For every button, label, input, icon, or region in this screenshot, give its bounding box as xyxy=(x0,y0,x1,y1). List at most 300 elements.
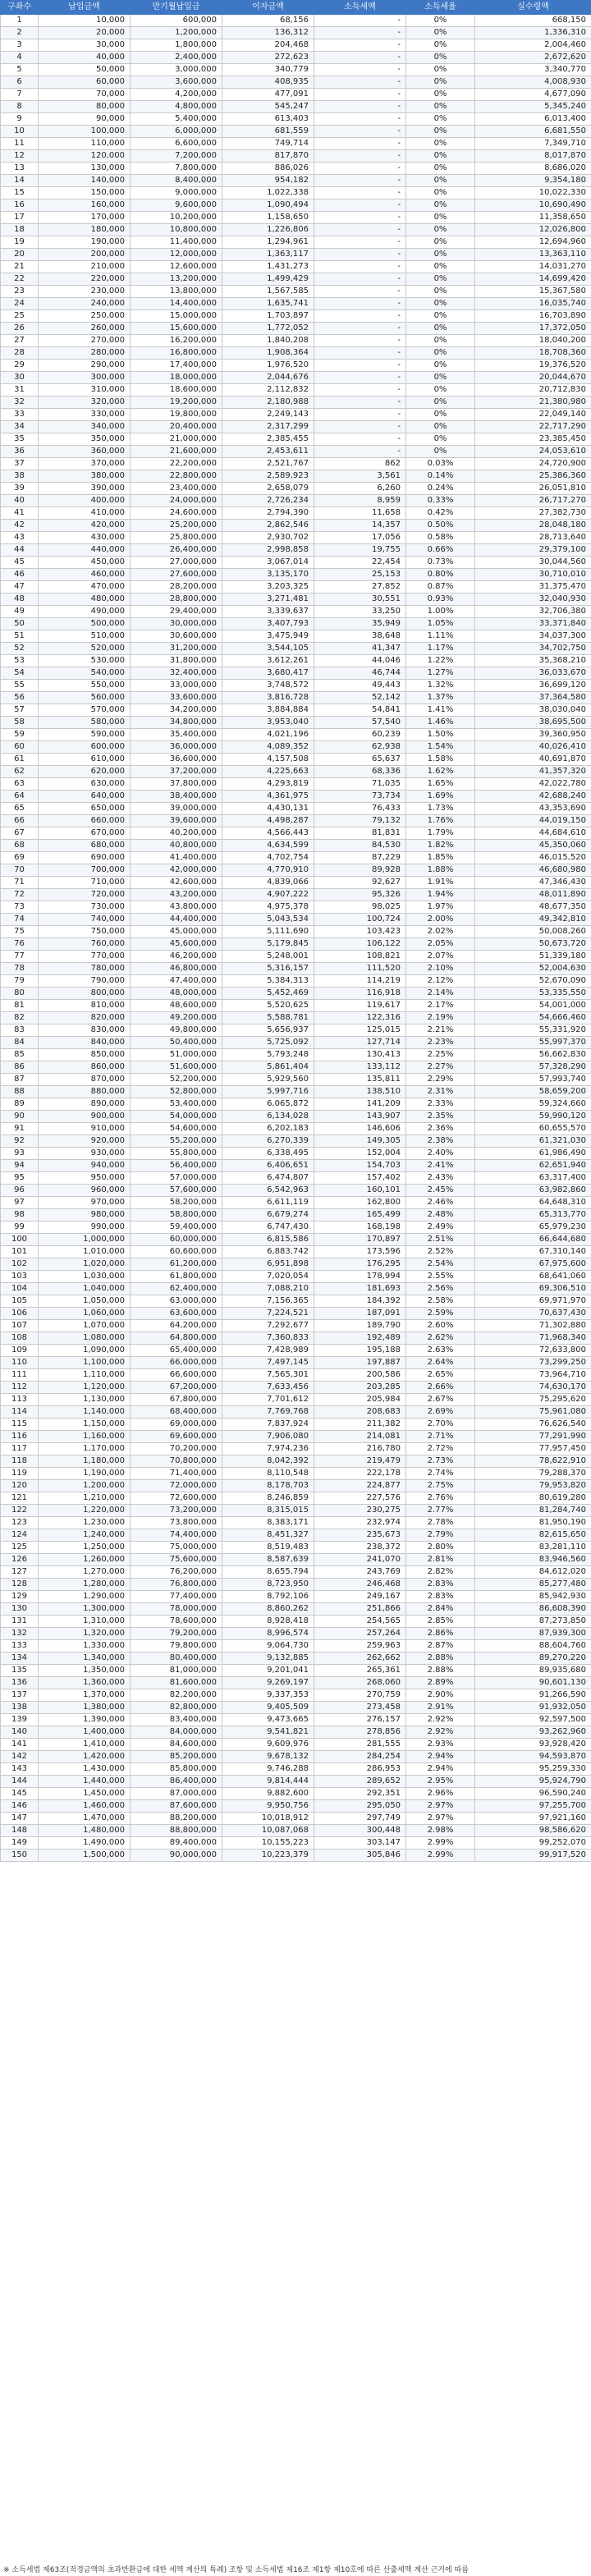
cell-maturity-principal: 70,800,000 xyxy=(131,1455,222,1468)
cell-deposit: 780,000 xyxy=(39,963,131,975)
cell-interest: 9,950,756 xyxy=(222,1800,314,1813)
cell-net-amount: 18,708,360 xyxy=(475,347,591,360)
table-row xyxy=(1,409,591,421)
cell-income-tax: 232,974 xyxy=(314,1517,406,1529)
table-row xyxy=(1,39,591,52)
cell-maturity-principal: 6,600,000 xyxy=(131,138,222,150)
cell-income-tax: 49,443 xyxy=(314,680,406,692)
cell-accounts: 115 xyxy=(1,1419,39,1431)
table-row xyxy=(1,396,591,409)
table-row xyxy=(1,298,591,310)
cell-income-tax: 219,479 xyxy=(314,1455,406,1468)
cell-tax-rate: 2.88% xyxy=(406,1665,475,1677)
cell-net-amount: 62,651,940 xyxy=(475,1160,591,1172)
cell-interest: 6,270,339 xyxy=(222,1135,314,1148)
cell-income-tax: 22,454 xyxy=(314,557,406,569)
cell-income-tax: 46,744 xyxy=(314,667,406,680)
cell-maturity-principal: 43,800,000 xyxy=(131,901,222,914)
cell-interest: 9,541,821 xyxy=(222,1726,314,1739)
cell-maturity-principal: 73,800,000 xyxy=(131,1517,222,1529)
cell-income-tax: 181,693 xyxy=(314,1283,406,1295)
cell-tax-rate: 1.97% xyxy=(406,901,475,914)
cell-interest: 5,588,781 xyxy=(222,1012,314,1024)
cell-maturity-principal: 56,400,000 xyxy=(131,1160,222,1172)
cell-income-tax: - xyxy=(314,298,406,310)
cell-maturity-principal: 31,200,000 xyxy=(131,643,222,655)
cell-interest: 1,840,208 xyxy=(222,335,314,347)
cell-deposit: 1,370,000 xyxy=(39,1689,131,1702)
cell-interest: 7,701,612 xyxy=(222,1394,314,1406)
cell-accounts: 99 xyxy=(1,1222,39,1234)
cell-accounts: 87 xyxy=(1,1074,39,1086)
cell-accounts: 116 xyxy=(1,1431,39,1443)
cell-net-amount: 99,252,070 xyxy=(475,1837,591,1849)
cell-accounts: 66 xyxy=(1,815,39,827)
cell-accounts: 80 xyxy=(1,988,39,1000)
table-row xyxy=(1,840,591,852)
cell-tax-rate: 0% xyxy=(406,298,475,310)
cell-interest: 2,998,858 xyxy=(222,544,314,557)
cell-maturity-principal: 82,200,000 xyxy=(131,1689,222,1702)
table-row xyxy=(1,692,591,704)
table-row xyxy=(1,1308,591,1320)
cell-deposit: 390,000 xyxy=(39,483,131,495)
cell-net-amount: 79,288,370 xyxy=(475,1468,591,1480)
cell-deposit: 940,000 xyxy=(39,1160,131,1172)
cell-deposit: 1,280,000 xyxy=(39,1579,131,1591)
cell-deposit: 1,070,000 xyxy=(39,1320,131,1332)
cell-deposit: 510,000 xyxy=(39,630,131,643)
cell-tax-rate: 0.87% xyxy=(406,581,475,594)
cell-deposit: 1,470,000 xyxy=(39,1813,131,1825)
cell-deposit: 1,460,000 xyxy=(39,1800,131,1813)
cell-interest: 9,473,665 xyxy=(222,1714,314,1726)
cell-accounts: 76 xyxy=(1,938,39,951)
cell-deposit: 1,400,000 xyxy=(39,1726,131,1739)
cell-tax-rate: 0% xyxy=(406,199,475,212)
cell-maturity-principal: 82,800,000 xyxy=(131,1702,222,1714)
cell-deposit: 1,250,000 xyxy=(39,1542,131,1554)
cell-tax-rate: 0% xyxy=(406,113,475,126)
cell-income-tax: 173,596 xyxy=(314,1246,406,1258)
cell-interest: 340,779 xyxy=(222,64,314,76)
table-row xyxy=(1,741,591,754)
cell-tax-rate: 2.19% xyxy=(406,1012,475,1024)
cell-maturity-principal: 36,600,000 xyxy=(131,754,222,766)
cell-accounts: 117 xyxy=(1,1443,39,1455)
cell-accounts: 124 xyxy=(1,1529,39,1542)
table-row xyxy=(1,1702,591,1714)
cell-income-tax: - xyxy=(314,224,406,236)
cell-accounts: 51 xyxy=(1,630,39,643)
cell-maturity-principal: 69,000,000 xyxy=(131,1419,222,1431)
cell-net-amount: 59,324,660 xyxy=(475,1098,591,1111)
cell-accounts: 96 xyxy=(1,1185,39,1197)
cell-interest: 6,406,651 xyxy=(222,1160,314,1172)
cell-income-tax: 130,413 xyxy=(314,1049,406,1061)
cell-maturity-principal: 6,000,000 xyxy=(131,126,222,138)
cell-accounts: 39 xyxy=(1,483,39,495)
cell-net-amount: 44,019,150 xyxy=(475,815,591,827)
cell-maturity-principal: 28,800,000 xyxy=(131,594,222,606)
cell-maturity-principal: 65,400,000 xyxy=(131,1345,222,1357)
cell-tax-rate: 2.27% xyxy=(406,1061,475,1074)
cell-tax-rate: 0.24% xyxy=(406,483,475,495)
cell-interest: 4,566,443 xyxy=(222,827,314,840)
cell-tax-rate: 2.90% xyxy=(406,1689,475,1702)
cell-deposit: 1,000,000 xyxy=(39,1234,131,1246)
table-row xyxy=(1,1849,591,1862)
cell-tax-rate: 2.29% xyxy=(406,1074,475,1086)
table-row xyxy=(1,27,591,39)
table-row xyxy=(1,1554,591,1566)
cell-accounts: 13 xyxy=(1,163,39,175)
cell-deposit: 430,000 xyxy=(39,532,131,544)
cell-deposit: 530,000 xyxy=(39,655,131,667)
cell-accounts: 59 xyxy=(1,729,39,741)
cell-accounts: 50 xyxy=(1,618,39,630)
cell-income-tax: 60,239 xyxy=(314,729,406,741)
cell-accounts: 98 xyxy=(1,1209,39,1222)
cell-net-amount: 70,637,430 xyxy=(475,1308,591,1320)
cell-accounts: 44 xyxy=(1,544,39,557)
cell-income-tax: 284,254 xyxy=(314,1751,406,1763)
cell-net-amount: 8,017,870 xyxy=(475,150,591,163)
cell-interest: 3,203,325 xyxy=(222,581,314,594)
cell-deposit: 840,000 xyxy=(39,1037,131,1049)
table-row xyxy=(1,1246,591,1258)
cell-income-tax: 178,994 xyxy=(314,1271,406,1283)
cell-deposit: 250,000 xyxy=(39,310,131,323)
cell-maturity-principal: 46,200,000 xyxy=(131,951,222,963)
table-row xyxy=(1,1271,591,1283)
cell-maturity-principal: 54,600,000 xyxy=(131,1123,222,1135)
table-row xyxy=(1,827,591,840)
cell-maturity-principal: 22,800,000 xyxy=(131,470,222,483)
cell-net-amount: 39,360,950 xyxy=(475,729,591,741)
cell-net-amount: 15,367,580 xyxy=(475,286,591,298)
cell-maturity-principal: 84,000,000 xyxy=(131,1726,222,1739)
cell-net-amount: 42,022,780 xyxy=(475,778,591,791)
cell-income-tax: 241,070 xyxy=(314,1554,406,1566)
cell-income-tax: 106,122 xyxy=(314,938,406,951)
cell-net-amount: 43,353,690 xyxy=(475,803,591,815)
table-row xyxy=(1,323,591,335)
cell-interest: 8,928,418 xyxy=(222,1616,314,1628)
table-row xyxy=(1,175,591,187)
cell-deposit: 1,030,000 xyxy=(39,1271,131,1283)
table-row xyxy=(1,1689,591,1702)
cell-maturity-principal: 58,800,000 xyxy=(131,1209,222,1222)
cell-accounts: 88 xyxy=(1,1086,39,1098)
cell-maturity-principal: 80,400,000 xyxy=(131,1652,222,1665)
cell-income-tax: 100,724 xyxy=(314,914,406,926)
cell-interest: 7,974,236 xyxy=(222,1443,314,1455)
cell-income-tax: 11,658 xyxy=(314,507,406,520)
cell-interest: 3,816,728 xyxy=(222,692,314,704)
cell-tax-rate: 2.45% xyxy=(406,1185,475,1197)
cell-tax-rate: 0% xyxy=(406,310,475,323)
cell-tax-rate: 2.60% xyxy=(406,1320,475,1332)
table-row xyxy=(1,938,591,951)
cell-deposit: 810,000 xyxy=(39,1000,131,1012)
cell-net-amount: 97,255,700 xyxy=(475,1800,591,1813)
cell-maturity-principal: 81,600,000 xyxy=(131,1677,222,1689)
cell-deposit: 500,000 xyxy=(39,618,131,630)
table-row xyxy=(1,433,591,446)
cell-accounts: 36 xyxy=(1,446,39,458)
cell-net-amount: 24,720,900 xyxy=(475,458,591,470)
cell-interest: 6,474,807 xyxy=(222,1172,314,1185)
cell-deposit: 270,000 xyxy=(39,335,131,347)
cell-deposit: 1,440,000 xyxy=(39,1776,131,1788)
cell-deposit: 640,000 xyxy=(39,791,131,803)
cell-income-tax: 297,749 xyxy=(314,1813,406,1825)
table-row xyxy=(1,630,591,643)
cell-tax-rate: 2.79% xyxy=(406,1529,475,1542)
cell-income-tax: 227,576 xyxy=(314,1492,406,1505)
cell-net-amount: 90,601,130 xyxy=(475,1677,591,1689)
cell-accounts: 65 xyxy=(1,803,39,815)
cell-tax-rate: 1.94% xyxy=(406,889,475,901)
table-row xyxy=(1,1788,591,1800)
cell-deposit: 1,080,000 xyxy=(39,1332,131,1345)
table-row xyxy=(1,1837,591,1849)
cell-interest: 817,870 xyxy=(222,150,314,163)
cell-maturity-principal: 21,600,000 xyxy=(131,446,222,458)
table-row xyxy=(1,1739,591,1751)
cell-interest: 5,316,157 xyxy=(222,963,314,975)
table-row xyxy=(1,1234,591,1246)
cell-tax-rate: 2.14% xyxy=(406,988,475,1000)
cell-income-tax: 89,928 xyxy=(314,864,406,877)
cell-accounts: 47 xyxy=(1,581,39,594)
cell-interest: 681,559 xyxy=(222,126,314,138)
cell-net-amount: 28,713,640 xyxy=(475,532,591,544)
cell-maturity-principal: 12,000,000 xyxy=(131,249,222,261)
cell-tax-rate: 0% xyxy=(406,76,475,89)
cell-accounts: 14 xyxy=(1,175,39,187)
cell-net-amount: 99,917,520 xyxy=(475,1849,591,1862)
cell-accounts: 146 xyxy=(1,1800,39,1813)
cell-accounts: 54 xyxy=(1,667,39,680)
cell-net-amount: 88,604,760 xyxy=(475,1640,591,1652)
cell-net-amount: 28,048,180 xyxy=(475,520,591,532)
cell-tax-rate: 1.11% xyxy=(406,630,475,643)
cell-tax-rate: 2.35% xyxy=(406,1111,475,1123)
cell-interest: 4,634,599 xyxy=(222,840,314,852)
table-row xyxy=(1,113,591,126)
cell-deposit: 1,320,000 xyxy=(39,1628,131,1640)
cell-income-tax: 152,004 xyxy=(314,1148,406,1160)
cell-tax-rate: 1.82% xyxy=(406,840,475,852)
cell-income-tax: - xyxy=(314,101,406,113)
cell-tax-rate: 2.17% xyxy=(406,1000,475,1012)
cell-interest: 3,271,481 xyxy=(222,594,314,606)
cell-net-amount: 89,935,680 xyxy=(475,1665,591,1677)
cell-interest: 7,224,521 xyxy=(222,1308,314,1320)
cell-accounts: 19 xyxy=(1,236,39,249)
cell-accounts: 125 xyxy=(1,1542,39,1554)
table-row xyxy=(1,101,591,113)
table-row xyxy=(1,150,591,163)
cell-accounts: 89 xyxy=(1,1098,39,1111)
cell-net-amount: 40,026,410 xyxy=(475,741,591,754)
cell-maturity-principal: 72,000,000 xyxy=(131,1480,222,1492)
table-row xyxy=(1,458,591,470)
table-row xyxy=(1,372,591,384)
cell-interest: 2,930,702 xyxy=(222,532,314,544)
cell-maturity-principal: 67,800,000 xyxy=(131,1394,222,1406)
cell-tax-rate: 0% xyxy=(406,175,475,187)
cell-accounts: 27 xyxy=(1,335,39,347)
cell-tax-rate: 1.17% xyxy=(406,643,475,655)
cell-tax-rate: 0% xyxy=(406,446,475,458)
cell-income-tax: 125,015 xyxy=(314,1024,406,1037)
cell-net-amount: 75,295,620 xyxy=(475,1394,591,1406)
cell-tax-rate: 2.54% xyxy=(406,1258,475,1271)
cell-income-tax: - xyxy=(314,199,406,212)
table-row xyxy=(1,1406,591,1419)
cell-income-tax: - xyxy=(314,372,406,384)
cell-maturity-principal: 4,800,000 xyxy=(131,101,222,113)
cell-tax-rate: 2.99% xyxy=(406,1837,475,1849)
cell-deposit: 870,000 xyxy=(39,1074,131,1086)
cell-deposit: 1,120,000 xyxy=(39,1382,131,1394)
cell-net-amount: 26,717,270 xyxy=(475,495,591,507)
cell-income-tax: - xyxy=(314,421,406,433)
cell-deposit: 350,000 xyxy=(39,433,131,446)
cell-interest: 5,043,534 xyxy=(222,914,314,926)
table-row xyxy=(1,1172,591,1185)
cell-accounts: 11 xyxy=(1,138,39,150)
cell-income-tax: 73,734 xyxy=(314,791,406,803)
cell-interest: 1,294,961 xyxy=(222,236,314,249)
cell-accounts: 83 xyxy=(1,1024,39,1037)
cell-interest: 8,519,483 xyxy=(222,1542,314,1554)
cell-tax-rate: 0% xyxy=(406,286,475,298)
cell-deposit: 1,340,000 xyxy=(39,1652,131,1665)
cell-income-tax: 265,361 xyxy=(314,1665,406,1677)
cell-net-amount: 78,622,910 xyxy=(475,1455,591,1468)
cell-deposit: 1,290,000 xyxy=(39,1591,131,1603)
cell-deposit: 320,000 xyxy=(39,396,131,409)
cell-income-tax: 157,402 xyxy=(314,1172,406,1185)
cell-deposit: 700,000 xyxy=(39,864,131,877)
cell-deposit: 1,480,000 xyxy=(39,1825,131,1837)
cell-tax-rate: 0.58% xyxy=(406,532,475,544)
table-row xyxy=(1,224,591,236)
cell-maturity-principal: 55,800,000 xyxy=(131,1148,222,1160)
cell-tax-rate: 0% xyxy=(406,15,475,27)
cell-interest: 9,814,444 xyxy=(222,1776,314,1788)
cell-interest: 5,793,248 xyxy=(222,1049,314,1061)
table-row xyxy=(1,1591,591,1603)
cell-income-tax: 189,790 xyxy=(314,1320,406,1332)
cell-deposit: 90,000 xyxy=(39,113,131,126)
cell-maturity-principal: 51,600,000 xyxy=(131,1061,222,1074)
cell-interest: 7,360,833 xyxy=(222,1332,314,1345)
cell-deposit: 310,000 xyxy=(39,384,131,396)
cell-interest: 136,312 xyxy=(222,27,314,39)
cell-income-tax: 27,852 xyxy=(314,581,406,594)
cell-net-amount: 18,040,200 xyxy=(475,335,591,347)
cell-interest: 9,132,885 xyxy=(222,1652,314,1665)
cell-deposit: 410,000 xyxy=(39,507,131,520)
cell-accounts: 23 xyxy=(1,286,39,298)
cell-interest: 8,996,574 xyxy=(222,1628,314,1640)
cell-accounts: 136 xyxy=(1,1677,39,1689)
cell-deposit: 760,000 xyxy=(39,938,131,951)
cell-interest: 8,246,859 xyxy=(222,1492,314,1505)
cell-net-amount: 11,358,650 xyxy=(475,212,591,224)
cell-tax-rate: 2.76% xyxy=(406,1492,475,1505)
cell-maturity-principal: 13,200,000 xyxy=(131,273,222,286)
cell-net-amount: 82,615,650 xyxy=(475,1529,591,1542)
table-row xyxy=(1,1098,591,1111)
cell-accounts: 46 xyxy=(1,569,39,581)
cell-deposit: 970,000 xyxy=(39,1197,131,1209)
cell-accounts: 55 xyxy=(1,680,39,692)
cell-tax-rate: 0% xyxy=(406,101,475,113)
table-row xyxy=(1,1431,591,1443)
cell-tax-rate: 2.86% xyxy=(406,1628,475,1640)
cell-deposit: 370,000 xyxy=(39,458,131,470)
cell-deposit: 300,000 xyxy=(39,372,131,384)
cell-interest: 1,908,364 xyxy=(222,347,314,360)
table-row xyxy=(1,1185,591,1197)
cell-maturity-principal: 38,400,000 xyxy=(131,791,222,803)
cell-maturity-principal: 78,600,000 xyxy=(131,1616,222,1628)
cell-net-amount: 36,033,670 xyxy=(475,667,591,680)
cell-deposit: 1,450,000 xyxy=(39,1788,131,1800)
cell-tax-rate: 2.46% xyxy=(406,1197,475,1209)
cell-deposit: 880,000 xyxy=(39,1086,131,1098)
cell-maturity-principal: 66,600,000 xyxy=(131,1369,222,1382)
cell-maturity-principal: 50,400,000 xyxy=(131,1037,222,1049)
cell-maturity-principal: 41,400,000 xyxy=(131,852,222,864)
cell-deposit: 210,000 xyxy=(39,261,131,273)
cell-net-amount: 24,053,610 xyxy=(475,446,591,458)
cell-net-amount: 14,699,420 xyxy=(475,273,591,286)
cell-interest: 5,997,716 xyxy=(222,1086,314,1098)
cell-net-amount: 50,673,720 xyxy=(475,938,591,951)
cell-interest: 545,247 xyxy=(222,101,314,113)
cell-deposit: 220,000 xyxy=(39,273,131,286)
cell-maturity-principal: 46,800,000 xyxy=(131,963,222,975)
table-row xyxy=(1,680,591,692)
cell-accounts: 106 xyxy=(1,1308,39,1320)
table-row xyxy=(1,1357,591,1369)
cell-deposit: 80,000 xyxy=(39,101,131,113)
cell-income-tax: 76,433 xyxy=(314,803,406,815)
table-row xyxy=(1,1369,591,1382)
cell-tax-rate: 0.50% xyxy=(406,520,475,532)
cell-tax-rate: 0% xyxy=(406,187,475,199)
table-row xyxy=(1,889,591,901)
cell-net-amount: 61,986,490 xyxy=(475,1148,591,1160)
cell-maturity-principal: 37,800,000 xyxy=(131,778,222,791)
cell-deposit: 710,000 xyxy=(39,877,131,889)
cell-income-tax: 303,147 xyxy=(314,1837,406,1849)
cell-income-tax: 71,035 xyxy=(314,778,406,791)
cell-tax-rate: 2.91% xyxy=(406,1702,475,1714)
cell-income-tax: 98,025 xyxy=(314,901,406,914)
cell-maturity-principal: 67,200,000 xyxy=(131,1382,222,1394)
cell-maturity-principal: 66,000,000 xyxy=(131,1357,222,1369)
table-row xyxy=(1,495,591,507)
cell-maturity-principal: 3,000,000 xyxy=(131,64,222,76)
